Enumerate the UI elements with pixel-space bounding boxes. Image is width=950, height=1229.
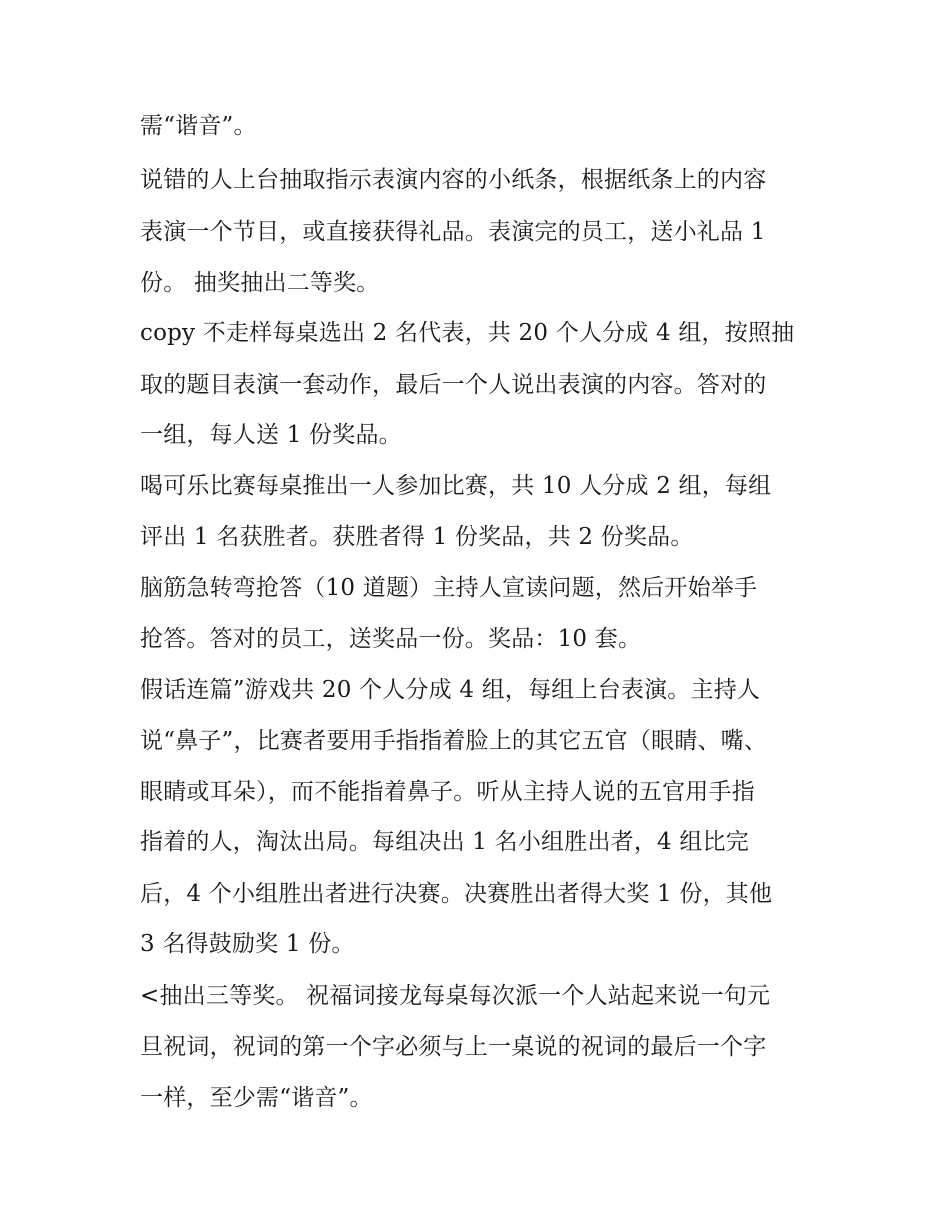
text-line: <抽出三等奖。 祝福词接龙每桌每次派一个人站起来说一句元 bbox=[140, 983, 771, 1009]
text-line: 说“鼻子”，比赛者要用手指指着脸上的其它五官（眼睛、嘴、 bbox=[140, 728, 768, 754]
text-line: 喝可乐比赛每桌推出一人参加比赛，共 10 人分成 2 组，每组 bbox=[140, 473, 772, 499]
text-line: 说错的人上台抽取指示表演内容的小纸条，根据纸条上的内容 bbox=[140, 167, 767, 193]
text-line: 一组，每人送 1 份奖品。 bbox=[140, 422, 402, 448]
text-line: 取的题目表演一套动作，最后一个人说出表演的内容。答对的 bbox=[140, 372, 767, 398]
text-line: 旦祝词，祝词的第一个字必须与上一桌说的祝词的最后一个字 bbox=[140, 1034, 767, 1060]
text-line: 后，4 个小组胜出者进行决赛。决赛胜出者得大奖 1 份，其他 bbox=[140, 881, 773, 907]
text-line: copy 不走样每桌选出 2 名代表，共 20 个人分成 4 组，按照抽 bbox=[140, 320, 795, 346]
text-line: 眼睛或耳朵），而不能指着鼻子。听从主持人说的五官用手指 bbox=[140, 779, 755, 805]
text-line: 评出 1 名获胜者。获胜者得 1 份奖品，共 2 份奖品。 bbox=[140, 524, 694, 550]
text-line: 脑筋急转弯抢答（10 道题）主持人宣读问题，然后开始举手 bbox=[140, 575, 758, 601]
text-line: 指着的人，淘汰出局。每组决出 1 名小组胜出者，4 组比完 bbox=[140, 829, 749, 855]
text-line: 假话连篇”游戏共 20 个人分成 4 组，每组上台表演。主持人 bbox=[140, 677, 761, 703]
text-line: 需“谐音”。 bbox=[140, 113, 257, 139]
text-line: 份。 抽奖抽出二等奖。 bbox=[140, 270, 380, 296]
text-line: 表演一个节目，或直接获得礼品。表演完的员工，送小礼品 1 bbox=[140, 219, 766, 245]
text-line: 3 名得鼓励奖 1 份。 bbox=[140, 931, 355, 957]
text-line: 抢答。答对的员工，送奖品一份。奖品：10 套。 bbox=[140, 626, 642, 652]
text-line: 一样，至少需“谐音”。 bbox=[140, 1085, 373, 1111]
